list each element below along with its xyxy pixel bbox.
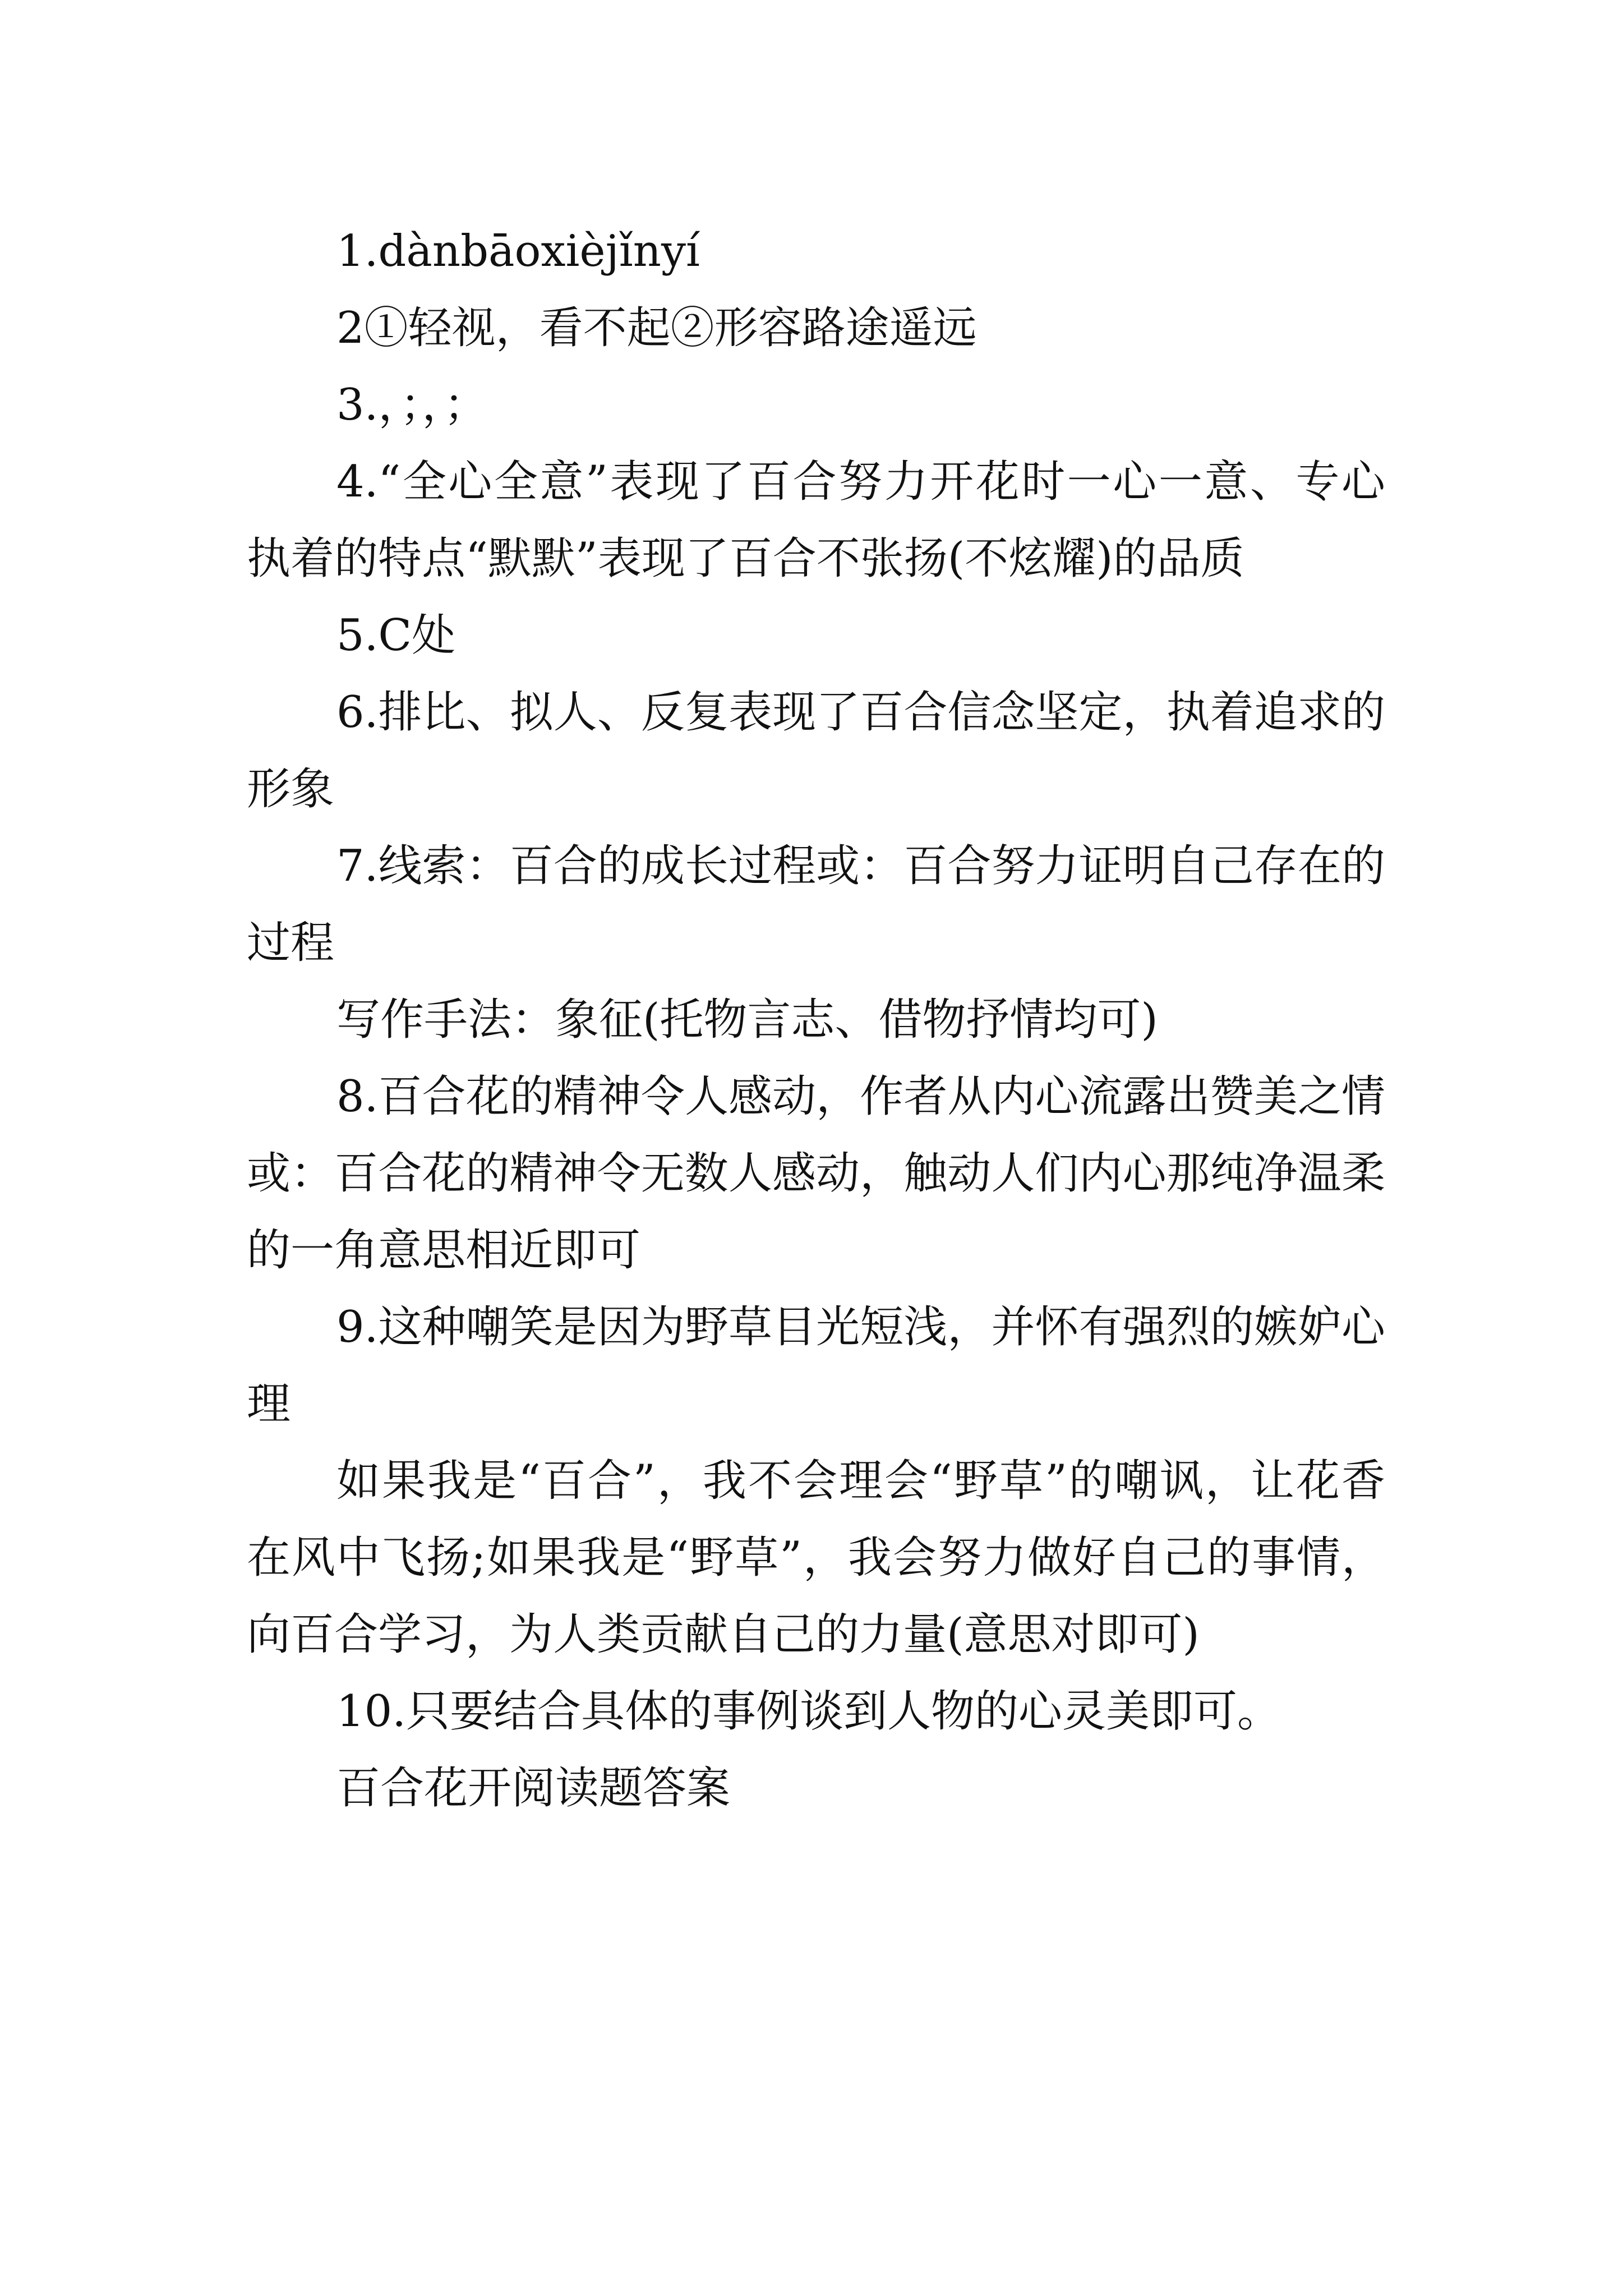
answer-2-word-meanings: 2①轻视，看不起②形容路途遥远	[336, 303, 977, 353]
answer-10-example: 10.只要结合具体的事例谈到人物的心灵美即可。	[336, 1686, 1281, 1737]
answer-9-ridicule: 9.这种嘲笑是因为野草目光短浅，并怀有强烈的嫉妒心理	[247, 1302, 1385, 1429]
answer-7-clue: 7.线索：百合的成长过程或：百合努力证明自己存在的过程	[247, 841, 1385, 968]
answer-4-word-analysis: 4.“全心全意”表现了百合努力开花时一心一意、专心执着的特点“默默”表现了百合不张扬(不炫耀)的品质	[247, 457, 1385, 584]
answer-9-response: 如果我是“百合”，我不会理会“野草”的嘲讽，让花香在风中飞扬;如果我是“野草”，我会努力做好自己的事情，向百合学习，为人类贡献自己的力量(意思对即可)	[247, 1456, 1385, 1660]
answer-text-body	[247, 213, 1385, 1827]
answer-6-rhetoric: 6.排比、拟人、反复表现了百合信念坚定，执着追求的形象	[247, 687, 1385, 815]
answer-5-position: 5.C处	[336, 610, 456, 661]
answer-1-pinyin: 1.dànbāoxièjǐnyí	[336, 226, 700, 277]
answer-8-emotion: 8.百合花的精神令人感动，作者从内心流露出赞美之情或：百合花的精神令无数人感动，触动人们内心那纯净温柔的一角意思相近即可	[247, 1071, 1385, 1276]
answer-7-technique: 写作手法：象征(托物言志、借物抒情均可)	[336, 995, 1158, 1045]
document-title-line: 百合花开阅读题答案	[336, 1763, 731, 1814]
answer-3-punctuation: 3.，；，；	[336, 380, 488, 430]
